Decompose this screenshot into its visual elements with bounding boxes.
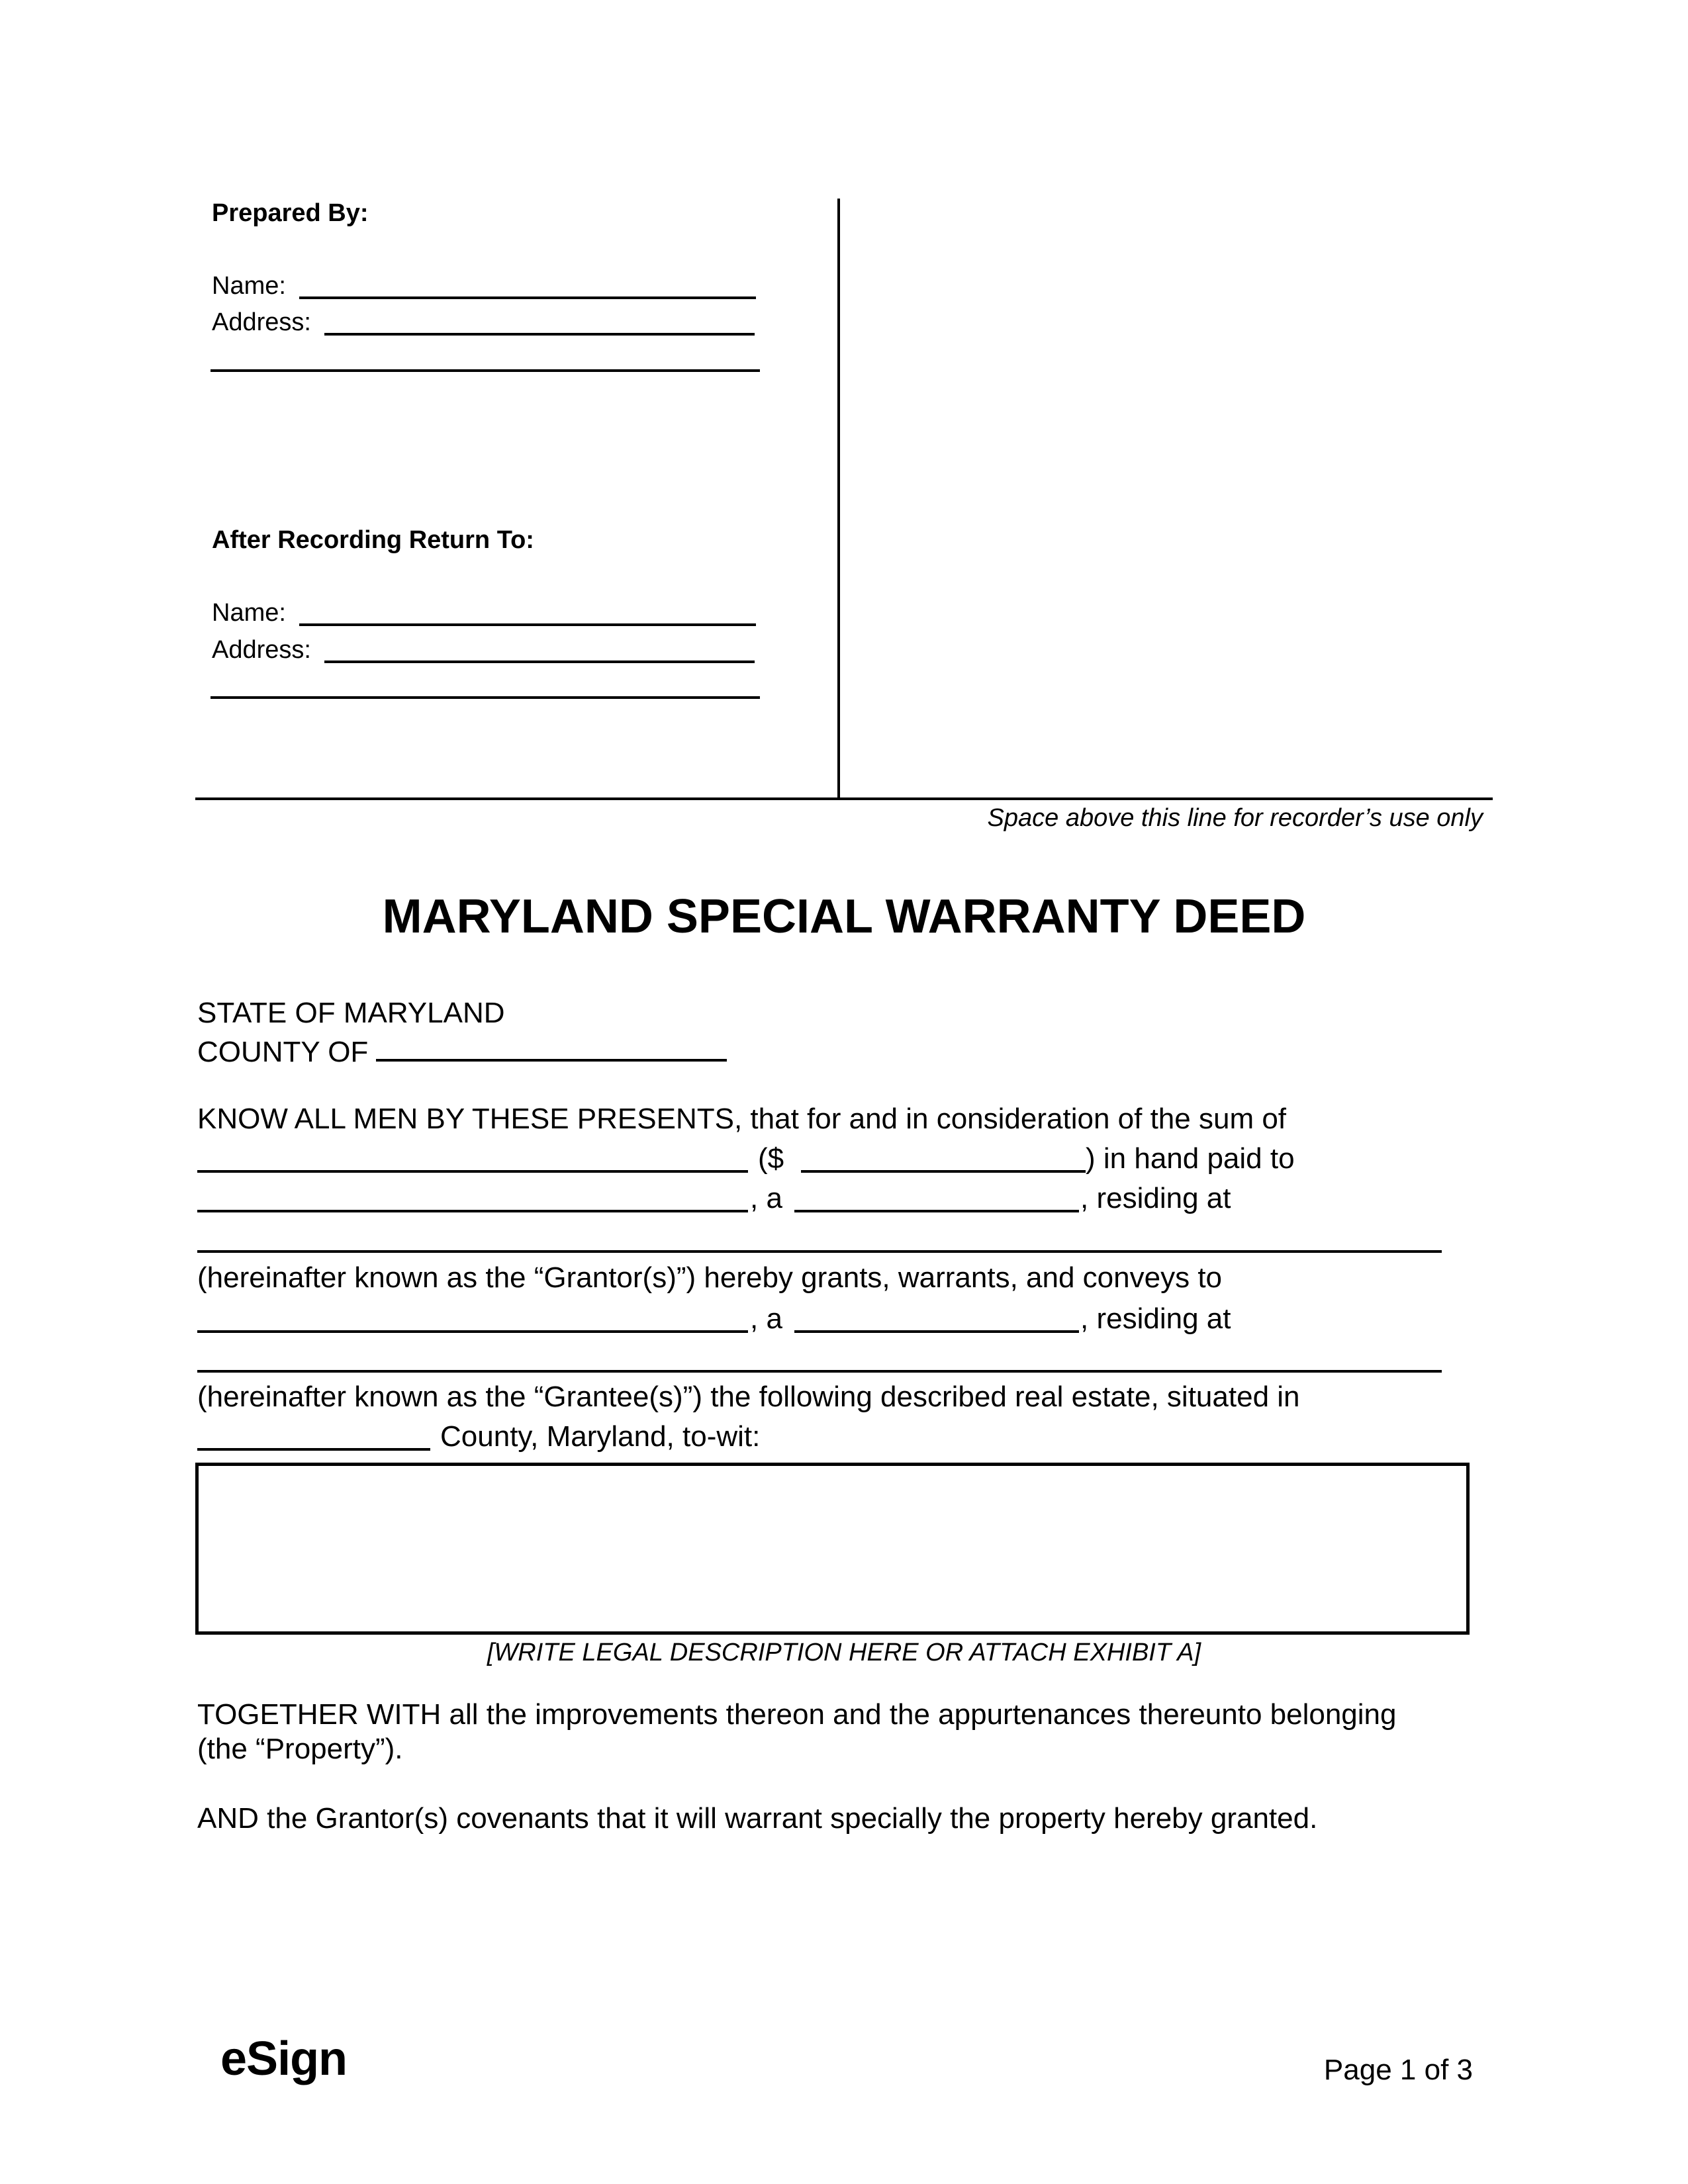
return-heading: After Recording Return To: <box>212 526 534 554</box>
return-address-field-line2[interactable] <box>211 696 760 699</box>
county-field[interactable] <box>376 1032 727 1062</box>
consideration-amount-field[interactable] <box>801 1170 1086 1173</box>
property-county-field[interactable] <box>197 1448 430 1451</box>
prepared-name-label: Name: <box>212 272 286 300</box>
grantor-address-field[interactable] <box>197 1250 1442 1253</box>
return-address-label: Address: <box>212 636 311 664</box>
return-name-label: Name: <box>212 599 286 627</box>
covenant-line: AND the Grantor(s) covenants that it will warrant specially the property hereby granted. <box>197 1802 1318 1835</box>
consideration-words-field[interactable] <box>197 1170 748 1173</box>
together-line1: TOGETHER WITH all the improvements thereon and the appurtenances thereunto belonging <box>197 1698 1397 1731</box>
grantee-address-field[interactable] <box>197 1370 1442 1373</box>
prepared-address-field[interactable] <box>324 333 755 336</box>
p1-hand-paid: ) in hand paid to <box>1086 1142 1295 1175</box>
p2-grantor: (hereinafter known as the “Grantor(s)”) hereby grants, warrants, and conveys to <box>197 1261 1223 1294</box>
state-line: STATE OF MARYLAND <box>197 997 505 1029</box>
grantor-name-field[interactable] <box>197 1210 748 1212</box>
return-address-field[interactable] <box>324 660 755 663</box>
recorder-note: Space above this line for recorder’s use only <box>987 804 1483 832</box>
recorder-divider-horizontal <box>195 797 1493 800</box>
p1-dollar-open: ($ <box>758 1142 784 1175</box>
p1-line1: KNOW ALL MEN BY THESE PRESENTS, that for and in consideration of the sum of <box>197 1103 1287 1135</box>
p2-a: , a <box>750 1302 782 1335</box>
return-name-field[interactable] <box>299 623 756 626</box>
document-title: MARYLAND SPECIAL WARRANTY DEED <box>382 890 1306 943</box>
legal-description-caption: [WRITE LEGAL DESCRIPTION HERE OR ATTACH EXHIBIT A] <box>487 1639 1201 1666</box>
p3-county: County, Maryland, to-wit: <box>440 1420 761 1453</box>
county-label: COUNTY OF <box>197 1036 369 1068</box>
page-number: Page 1 of 3 <box>1323 2054 1473 2086</box>
prepared-address-field-line2[interactable] <box>211 369 760 372</box>
recorder-divider-vertical <box>837 199 840 799</box>
p2-residing: , residing at <box>1080 1302 1231 1335</box>
prepared-by-heading: Prepared By: <box>212 199 369 227</box>
grantee-marital-status-field[interactable] <box>794 1330 1079 1333</box>
prepared-address-label: Address: <box>212 308 311 336</box>
grantee-name-field[interactable] <box>197 1330 748 1333</box>
esign-logo: eSign <box>220 2032 348 2085</box>
county-line <box>197 1032 729 1069</box>
together-line2: (the “Property”). <box>197 1733 403 1765</box>
p1-residing: , residing at <box>1080 1182 1231 1214</box>
prepared-name-field[interactable] <box>299 296 756 299</box>
p3-grantee: (hereinafter known as the “Grantee(s)”) the following described real estate, situated in <box>197 1381 1300 1413</box>
legal-description-box[interactable] <box>195 1463 1470 1635</box>
p1-a: , a <box>750 1182 782 1214</box>
grantor-marital-status-field[interactable] <box>794 1210 1079 1212</box>
